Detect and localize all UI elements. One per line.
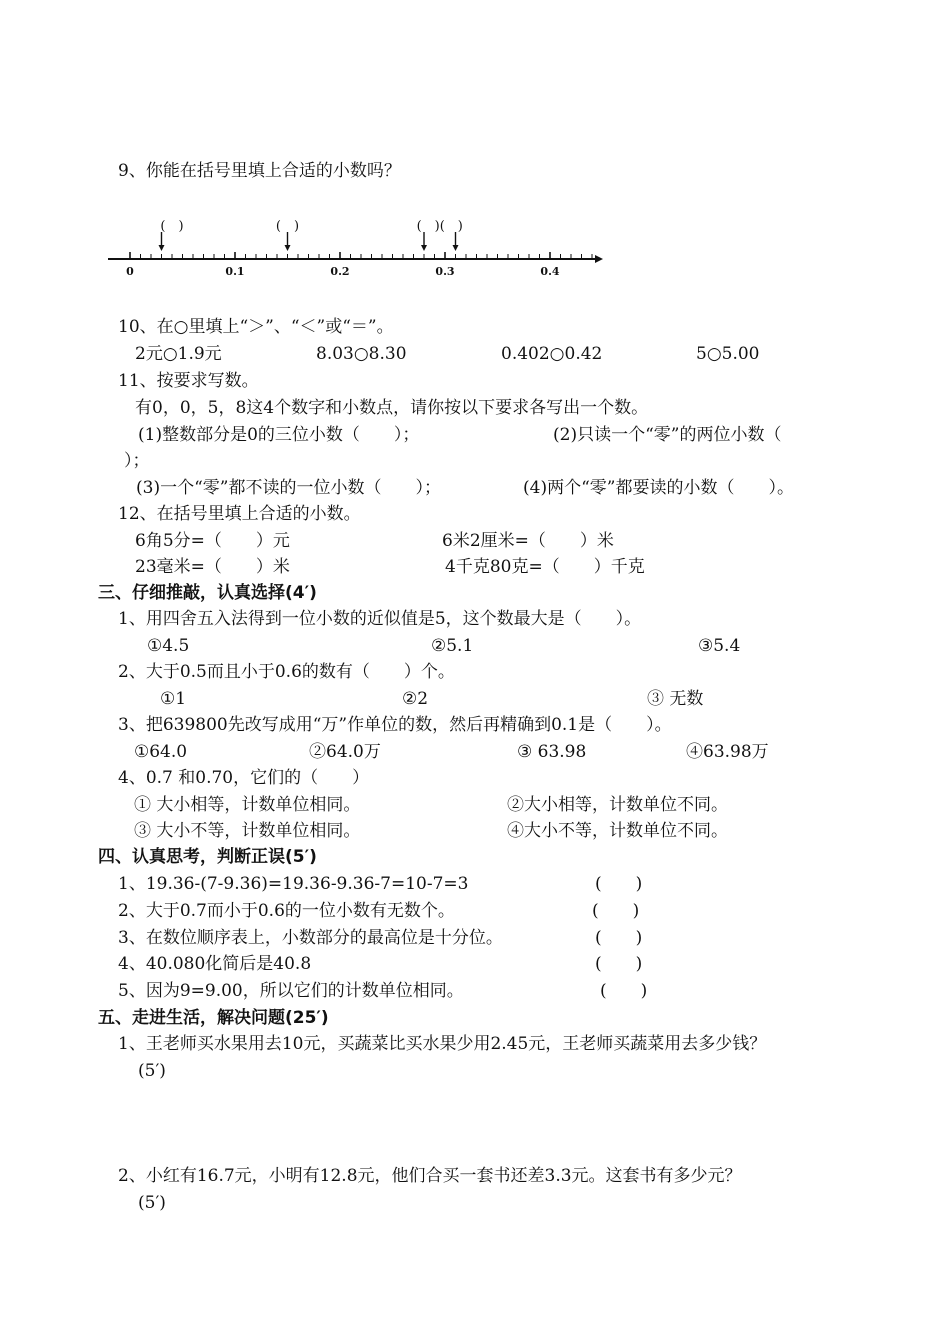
q11-part-2-end: ）； <box>124 451 150 471</box>
section-3-heading: 三、仔细推敲，认真选择(4′) <box>98 583 317 603</box>
pointer-arrowhead <box>421 245 427 251</box>
s4-paren-4: ( ) <box>595 954 643 974</box>
number-line-arrowhead <box>595 255 603 263</box>
s3-q2-option-3: ③ 无数 <box>647 689 704 709</box>
s5-q1: 1、王老师买水果用去10元，买蔬菜比买水果少用2.45元，王老师买蔬菜用去多少钱？ <box>118 1034 767 1054</box>
s3-q1: 1、用四舍五入法得到一位小数的近似值是5，这个数最大是（ ）。 <box>118 609 642 629</box>
number-line <box>100 206 620 286</box>
q11-part-1: (1)整数部分是0的三位小数（ ）； <box>138 425 420 445</box>
s4-item-3: 3、在数位顺序表上，小数部分的最高位是十分位。 <box>118 928 503 948</box>
s3-q4-option-1: ① 大小相等，计数单位相同。 <box>134 795 361 815</box>
q10-item-1: 2元○1.9元 <box>135 344 222 364</box>
pointer-arrowhead <box>159 245 165 251</box>
s5-q2-score: (5′) <box>138 1193 166 1213</box>
s3-q4-option-4: ④大小不等，计数单位不同。 <box>507 821 728 841</box>
number-line-svg <box>100 206 620 286</box>
tick-label: 0.2 <box>330 265 350 278</box>
q12-item-d: 4千克80克=（ ）千克 <box>445 557 645 577</box>
tick-label: 0.1 <box>225 265 245 278</box>
s3-q1-option-3: ③5.4 <box>698 636 741 656</box>
q11-part-4: (4)两个“零”都要读的小数（ ）。 <box>523 478 794 498</box>
q10-title: 10、在○里填上“＞”、“＜”或“＝”。 <box>118 317 394 337</box>
q12-item-a: 6角5分=（ ）元 <box>135 531 290 551</box>
s4-paren-5: ( ) <box>600 981 648 1001</box>
s4-paren-3: ( ) <box>595 928 643 948</box>
q11-part-3: (3)一个“零”都不读的一位小数（ ）； <box>136 478 441 498</box>
s3-q2: 2、大于0.5而且小于0.6的数有（ ）个。 <box>118 662 455 682</box>
tick-label: 0 <box>126 265 134 278</box>
s3-q1-option-1: ①4.5 <box>147 636 190 656</box>
s5-q1-score: (5′) <box>138 1061 166 1081</box>
tick-label: 0.4 <box>540 265 560 278</box>
q11-part-2: (2)只读一个“零”的两位小数（ <box>553 425 782 445</box>
s3-q3-option-2: ②64.0万 <box>309 742 381 762</box>
s3-q3: 3、把639800先改写成用“万”作单位的数，然后再精确到0.1是（ ）。 <box>118 715 672 735</box>
q10-item-4: 5○5.00 <box>696 344 760 364</box>
s3-q4-option-3: ③ 大小不等，计数单位相同。 <box>134 821 361 841</box>
q12-title: 12、在括号里填上合适的小数。 <box>118 504 361 524</box>
s3-q3-option-3: ③ 63.98 <box>517 742 587 762</box>
q12-item-c: 23毫米=（ ）米 <box>135 557 290 577</box>
s4-paren-1: ( ) <box>595 874 643 894</box>
q11-title: 11、按要求写数。 <box>118 371 259 391</box>
tick-label: 0.3 <box>435 265 455 278</box>
pointer-arrowhead <box>285 245 291 251</box>
pointer-arrowhead <box>453 245 459 251</box>
s3-q2-option-2: ②2 <box>402 689 429 709</box>
section-5-heading: 五、走进生活，解决问题(25′) <box>98 1008 329 1028</box>
s3-q1-option-2: ②5.1 <box>431 636 474 656</box>
s3-q4-option-2: ②大小相等，计数单位不同。 <box>507 795 728 815</box>
section-4-heading: 四、认真思考，判断正误(5′) <box>98 847 317 867</box>
q10-item-2: 8.03○8.30 <box>316 344 407 364</box>
s4-item-4: 4、40.080化简后是40.8 <box>118 954 312 974</box>
q9-text: 9、你能在括号里填上合适的小数吗？ <box>118 161 401 181</box>
s3-q4: 4、0.7 和0.70，它们的（ ） <box>118 768 370 788</box>
q11-intro: 有0，0，5，8这4个数字和小数点，请你按以下要求各写出一个数。 <box>135 398 649 418</box>
answer-bracket: ( )( ) <box>416 219 463 234</box>
answer-bracket: ( ) <box>275 219 300 234</box>
s4-item-1: 1、19.36-(7-9.36)=19.36-9.36-7=10-7=3 <box>118 874 469 894</box>
s4-item-5: 5、因为9=9.00，所以它们的计数单位相同。 <box>118 981 464 1001</box>
s3-q2-option-1: ①1 <box>160 689 187 709</box>
q10-item-3: 0.402○0.42 <box>501 344 603 364</box>
s4-paren-2: ( ) <box>592 901 640 921</box>
s3-q3-option-4: ④63.98万 <box>686 742 769 762</box>
s4-item-2: 2、大于0.7而小于0.6的一位小数有无数个。 <box>118 901 455 921</box>
answer-bracket: ( ) <box>160 219 184 234</box>
s5-q2: 2、小红有16.7元，小明有12.8元，他们合买一套书还差3.3元。这套书有多少元？ <box>118 1166 742 1186</box>
s3-q3-option-1: ①64.0 <box>134 742 188 762</box>
q12-item-b: 6米2厘米=（ ）米 <box>442 531 614 551</box>
